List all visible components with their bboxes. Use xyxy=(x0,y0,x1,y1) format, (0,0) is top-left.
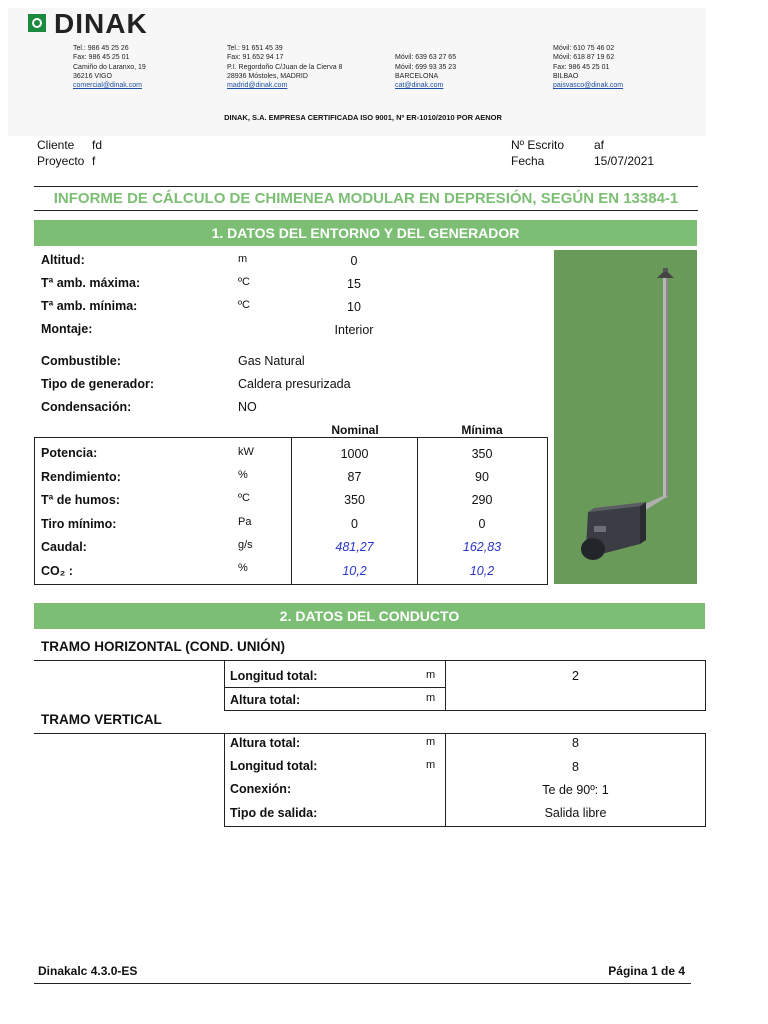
divider xyxy=(224,687,445,688)
table-row-label: CO₂ : xyxy=(41,564,73,578)
vertical-row-value: Te de 90º: 1 xyxy=(542,783,609,797)
proyecto-value: f xyxy=(92,154,96,168)
field-label: Combustible: xyxy=(41,354,121,368)
escrito-value: af xyxy=(594,138,605,152)
chimney-boiler-icon xyxy=(554,250,697,584)
office-line: Fax: 986 45 25 01 xyxy=(553,63,610,71)
footer-divider xyxy=(34,983,691,984)
certification-note: DINAK, S.A. EMPRESA CERTIFICADA ISO 9001, Nº ER-1010/2010 POR AENOR xyxy=(224,113,502,122)
office-line: Tel.: 986 45 25 26 xyxy=(73,45,129,52)
office-line: Móvil: 639 63 27 65 xyxy=(395,54,457,62)
field-label: Altitud: xyxy=(41,253,85,267)
dinak-logo-icon xyxy=(28,14,46,32)
horizontal-row-label: Longitud total: xyxy=(230,669,318,683)
proyecto-label: Proyecto xyxy=(37,154,85,168)
escrito-label: Nº Escrito xyxy=(511,138,565,152)
table-row-label: Rendimiento: xyxy=(41,470,121,484)
office-line: Fax: 91 652 94 17 xyxy=(227,54,284,62)
table-row-label: Caudal: xyxy=(41,540,87,554)
office-line: BILBAO xyxy=(553,72,579,80)
office-email-link[interactable]: comercial@dinak.com xyxy=(73,82,142,90)
table-nominal-value: 481,27 xyxy=(335,540,374,554)
office-vigo xyxy=(73,44,146,90)
vertical-row-unit: m xyxy=(426,736,436,748)
field-value: 0 xyxy=(350,254,358,268)
fecha-value: 15/07/2021 xyxy=(594,154,655,168)
field-unit: ºC xyxy=(238,276,250,288)
office-email-link[interactable]: paisvasco@dinak.com xyxy=(553,82,624,90)
office-line: Fax: 986 45 25 01 xyxy=(73,54,130,62)
table-row-unit: g/s xyxy=(238,539,253,551)
office-line: Móvil: 618 87 19 62 xyxy=(553,54,615,62)
table-row-label: Tª de humos: xyxy=(41,493,120,507)
fecha-label: Fecha xyxy=(511,154,545,168)
horizontal-row-unit: m xyxy=(426,669,436,681)
table-row-label: Potencia: xyxy=(41,446,98,460)
table-row-unit: % xyxy=(238,469,248,481)
table-row-unit: Pa xyxy=(238,516,252,528)
page-number: Página 1 de 4 xyxy=(608,964,685,978)
table-nominal-value: 10,2 xyxy=(342,564,367,578)
vertical-row-value: 8 xyxy=(572,736,579,750)
table-nominal-value: 0 xyxy=(351,517,358,531)
office-bilbao xyxy=(553,44,623,90)
office-line: Móvil: 699 93 35 23 xyxy=(395,63,457,71)
divider xyxy=(34,733,224,734)
vertical-row-label: Longitud total: xyxy=(230,759,318,773)
company-logo: DINAK xyxy=(54,8,148,39)
office-email-link[interactable]: cat@dinak.com xyxy=(395,82,444,90)
chimney-illustration xyxy=(554,250,697,584)
vertical-row-label: Conexión: xyxy=(230,782,292,796)
table-nominal-value: 1000 xyxy=(340,447,369,461)
section2-header: 2. DATOS DEL CONDUCTO xyxy=(34,603,705,629)
divider xyxy=(445,660,446,710)
horizontal-section-title: TRAMO HORIZONTAL (COND. UNIÓN) xyxy=(41,639,285,654)
office-line: P.I. Regordoño C/Juan de la Cierva 8 xyxy=(227,63,343,71)
vertical-row-unit: m xyxy=(426,759,436,771)
horizontal-row-value: 2 xyxy=(572,669,579,683)
office-line: Tel.: 91 651 45 39 xyxy=(227,45,283,52)
table-minima-value: 0 xyxy=(478,517,486,531)
office-line: Camiño do Laranxo, 19 xyxy=(73,63,146,71)
field-label: Tª amb. mínima: xyxy=(41,299,138,313)
report-title: INFORME DE CÁLCULO DE CHIMENEA MODULAR EN DEPRESIÓN, SEGÚN EN 13384-1 xyxy=(53,190,679,207)
field-value: Caldera presurizada xyxy=(238,377,351,391)
field-unit: ºC xyxy=(238,299,250,311)
office-line: BARCELONA xyxy=(395,72,439,80)
table-minima-value: 162,83 xyxy=(462,540,502,554)
table-nominal-value: 87 xyxy=(347,470,362,484)
field-value: Interior xyxy=(334,323,374,337)
vertical-row-label: Altura total: xyxy=(230,736,301,750)
cliente-value: fd xyxy=(92,138,103,152)
field-label: Tª amb. máxima: xyxy=(41,276,141,290)
field-value: 15 xyxy=(347,277,361,291)
table-minima-value: 90 xyxy=(475,470,489,484)
table-row-unit: kW xyxy=(238,446,254,458)
vertical-row-value: Salida libre xyxy=(544,806,607,820)
horizontal-row-label: Altura total: xyxy=(230,693,301,707)
office-email-link[interactable]: madrid@dinak.com xyxy=(227,82,288,90)
vertical-section-title: TRAMO VERTICAL xyxy=(41,712,162,727)
field-label: Condensación: xyxy=(41,400,132,414)
software-version: Dinakalc 4.3.0-ES xyxy=(38,964,138,978)
table-row-unit: % xyxy=(238,562,248,574)
field-unit: m xyxy=(238,253,248,265)
table-row-unit: ºC xyxy=(238,492,250,504)
divider xyxy=(34,186,698,187)
table-minima-value: 290 xyxy=(471,493,493,507)
table-minima-value: 10,2 xyxy=(469,564,495,578)
office-madrid xyxy=(227,44,342,90)
field-value: Gas Natural xyxy=(238,354,305,368)
section1-header: 1. DATOS DEL ENTORNO Y DEL GENERADOR xyxy=(34,220,697,246)
table-minima-value: 350 xyxy=(471,447,493,461)
office-line: 28936 Móstoles, MADRID xyxy=(227,72,308,80)
field-label: Montaje: xyxy=(41,322,93,336)
table-row-label: Tiro mínimo: xyxy=(41,517,117,531)
office-line: Móvil: 610 75 46 02 xyxy=(553,45,615,52)
office-line: 36216 VIGO xyxy=(73,72,112,80)
col-header-nominal: Nominal xyxy=(331,423,379,437)
divider xyxy=(34,210,698,211)
office-barcelona xyxy=(395,53,456,90)
field-value: 10 xyxy=(347,300,361,314)
horizontal-row-unit: m xyxy=(426,692,436,704)
col-header-minima: Mínima xyxy=(461,423,503,437)
field-value: NO xyxy=(238,400,257,414)
vertical-row-label: Tipo de salida: xyxy=(230,806,318,820)
vertical-row-value: 8 xyxy=(572,760,579,774)
cliente-label: Cliente xyxy=(37,138,75,152)
field-label: Tipo de generador: xyxy=(41,377,154,391)
table-nominal-value: 350 xyxy=(344,493,365,507)
divider xyxy=(34,660,224,661)
